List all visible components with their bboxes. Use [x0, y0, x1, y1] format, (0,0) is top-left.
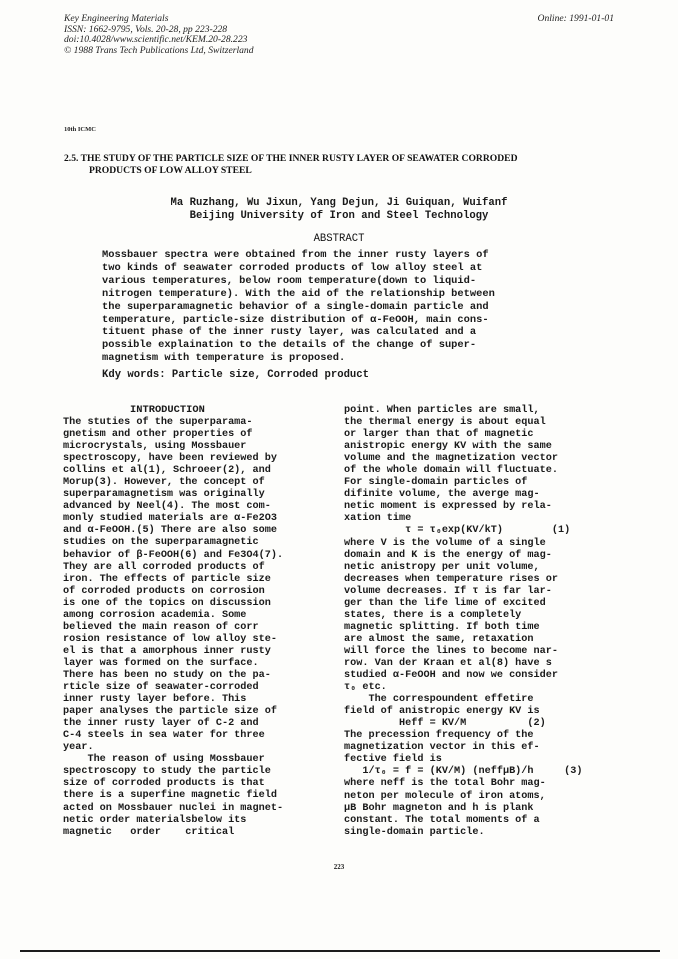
abstract-line: magnetism with temperature is proposed.	[102, 352, 346, 365]
right-column-line: row. Van der Kraan et al(8) have s	[344, 657, 552, 669]
right-column-line: magnetic splitting. If both time	[344, 621, 540, 633]
abstract-line: tituent phase of the inner rusty layer, was calculated and a	[102, 326, 477, 339]
right-column-line: will force the lines to become nar-	[344, 645, 558, 657]
right-column-line: netic moment is expressed by rela-	[344, 501, 552, 513]
left-column-line: superparamagnetism was originally	[63, 489, 265, 501]
right-column-line: volume decreases. If τ is far lar-	[344, 585, 552, 597]
left-column-line: of corroded products on corrosion	[63, 585, 265, 597]
author-affiliation: Beijing University of Iron and Steel Technology	[189, 210, 489, 222]
right-column-text	[344, 405, 628, 839]
left-column-line: spectroscopy, have been reviewed by	[63, 453, 277, 465]
left-column-line: believed the main reason of corr	[63, 621, 259, 633]
left-column-line: rticle size of seawater-corroded	[63, 682, 259, 694]
left-column-line: The reason of using Mossbauer	[63, 754, 265, 766]
left-column-line: inner rusty layer before. This	[63, 694, 247, 706]
journal-copyright: © 1988 Trans Tech Publications Ltd, Switzerland	[64, 44, 254, 56]
right-column-line: the thermal energy is about equal	[344, 417, 546, 429]
left-column-text	[63, 417, 329, 839]
left-column-line: C-4 steels in sea water for three	[63, 730, 265, 742]
online-date: Online: 1991-01-01	[537, 13, 614, 24]
left-column-line: among corrosion academia. Some	[63, 609, 247, 621]
right-column-line: point. When particles are small,	[344, 405, 540, 416]
title-line: 2.5. THE STUDY OF THE PARTICLE SIZE OF THE INNER RUSTY LAYER OF SEAWATER CORRODED	[64, 153, 518, 164]
left-column-line: spectroscopy to study the particle	[63, 766, 271, 778]
abstract-line: possible explaination to the details of the change of super-	[102, 339, 477, 352]
right-column-line: or larger than that of magnetic	[344, 429, 534, 441]
left-column-line: and α-FeOOH.(5) There are also some	[63, 525, 277, 537]
abstract-heading: ABSTRACT	[313, 233, 365, 245]
right-column-line: μB Bohr magneton and h is plank	[344, 802, 534, 814]
left-column-line: there is a superfine magnetic field	[63, 790, 277, 802]
journal-name: Key Engineering Materials	[64, 13, 169, 24]
left-column-line: They are all corroded products of	[63, 561, 265, 573]
right-column-line: 1/τ₀ = f = (KV/M) (neffμB)/h (3)	[344, 766, 583, 778]
left-column-line: el is that a amorphous inner rusty	[63, 645, 271, 657]
right-column-line: where neff is the total Bohr mag-	[344, 778, 546, 790]
right-column-line: difinite volume, the averge mag-	[344, 489, 540, 501]
left-column-line: paper analyses the particle size of	[63, 706, 277, 718]
left-column-line: studies on the superparamagnetic	[63, 537, 259, 549]
left-column-line: magnetic order critical	[63, 826, 235, 838]
right-column-line: are almost the same, retaxation	[344, 633, 534, 645]
right-column-line: studied α-FeOOH and now we consider	[344, 670, 558, 682]
author-names: Ma Ruzhang, Wu Jixun, Yang Dejun, Ji Guiquan, Wuifanf	[170, 197, 508, 209]
abstract-line: temperature, particle-size distribution of α-FeOOH, main cons-	[102, 313, 489, 326]
right-column-line: netic anistropy per unit volume,	[344, 561, 540, 573]
right-column-line: volume and the magnetization vector	[344, 453, 558, 465]
title-line: PRODUCTS OF LOW ALLOY STEEL	[89, 165, 252, 176]
right-column-line: single-domain particle.	[344, 826, 485, 838]
journal-doi: doi:10.4028/www.scientific.net/KEM.20-28.223	[64, 34, 248, 46]
left-column-line: behavior of β-FeOOH(6) and Fe3O4(7).	[63, 549, 284, 561]
right-column-line: states, there is a completely	[344, 609, 522, 621]
right-column-line: where V is the volume of a single	[344, 537, 546, 549]
right-column-line: fective field is	[344, 754, 442, 766]
left-column-line: is one of the topics on discussion	[63, 597, 271, 609]
introduction-heading: INTRODUCTION	[130, 404, 205, 416]
right-column-line: ger than the life lime of excited	[344, 597, 546, 609]
journal-header	[64, 14, 254, 56]
abstract-line: the superparamagnetic behavior of a single-domain particle and	[102, 300, 489, 313]
right-column-line: τ = τ₀exp(KV/kT) (1)	[344, 525, 571, 537]
right-column-line: neton per molecule of iron atoms,	[344, 790, 546, 802]
page-number: 223	[333, 863, 345, 871]
left-column-line: year.	[63, 742, 94, 754]
right-column-line: magnetization vector in this ef-	[344, 742, 540, 754]
abstract-line: Mossbauer spectra were obtained from the inner rusty layers of	[102, 249, 489, 261]
left-column-line: the inner rusty layer of C-2 and	[63, 718, 259, 730]
left-column-line: rosion resistance of low alloy ste-	[63, 633, 277, 645]
right-column-line: τ₀ etc.	[344, 682, 387, 694]
right-column-line: constant. The total moments of a	[344, 814, 540, 826]
right-column-line: of the whole domain will fluctuate.	[344, 465, 558, 477]
footer-rule	[20, 950, 660, 952]
right-column-line: decreases when temperature rises or	[344, 573, 558, 585]
keywords-line: Kdy words: Particle size, Corroded product	[102, 369, 370, 381]
left-column-line: microcrystals, using Mossbauer	[63, 441, 247, 453]
left-column-line: iron. The effects of particle size	[63, 573, 271, 585]
right-column-line: anistropic energy KV with the same	[344, 441, 552, 453]
right-column-line: xation time	[344, 513, 412, 525]
right-column-line: The correspoundent effetire	[344, 694, 534, 706]
left-column-line: monly studied materials are α-Fe2O3	[63, 513, 277, 525]
right-column-line: Heff = KV/M (2)	[344, 718, 546, 730]
conference-tag: 10th ICMC	[64, 126, 96, 133]
right-column-line: domain and K is the energy of mag-	[344, 549, 552, 561]
left-column-line: Morup(3). However, the concept of	[63, 477, 265, 489]
left-column-line: acted on Mossbauer nuclei in magnet-	[63, 802, 284, 814]
abstract-line: various temperatures, below room temperature(down to liquid-	[102, 274, 477, 287]
left-column-line: advanced by Neel(4). The most com-	[63, 501, 271, 513]
abstract-line: nitrogen temperature). With the aid of the relationship between	[102, 287, 495, 300]
abstract-line: two kinds of seawater corroded products of low alloy steel at	[102, 261, 483, 274]
right-column-line: The precession frequency of the	[344, 730, 534, 742]
journal-issn: ISSN: 1662-9795, Vols. 20-28, pp 223-228	[64, 23, 228, 35]
left-column-line: netic order materialsbelow its	[63, 814, 247, 826]
left-column-line: collins et al(1), Schroeer(2), and	[63, 465, 271, 477]
left-column-line: gnetism and other properties of	[63, 429, 253, 441]
paper-title	[64, 153, 624, 177]
abstract-body	[102, 249, 582, 365]
left-column-line: The stuties of the superparama-	[63, 417, 253, 428]
right-column-line: field of anistropic energy KV is	[344, 706, 540, 718]
left-column-line: layer was formed on the surface.	[63, 657, 259, 669]
right-column-line: For single-domain particles of	[344, 477, 528, 489]
left-column-line: There has been no study on the pa-	[63, 669, 271, 681]
left-column-line: size of corroded products is that	[63, 778, 265, 790]
